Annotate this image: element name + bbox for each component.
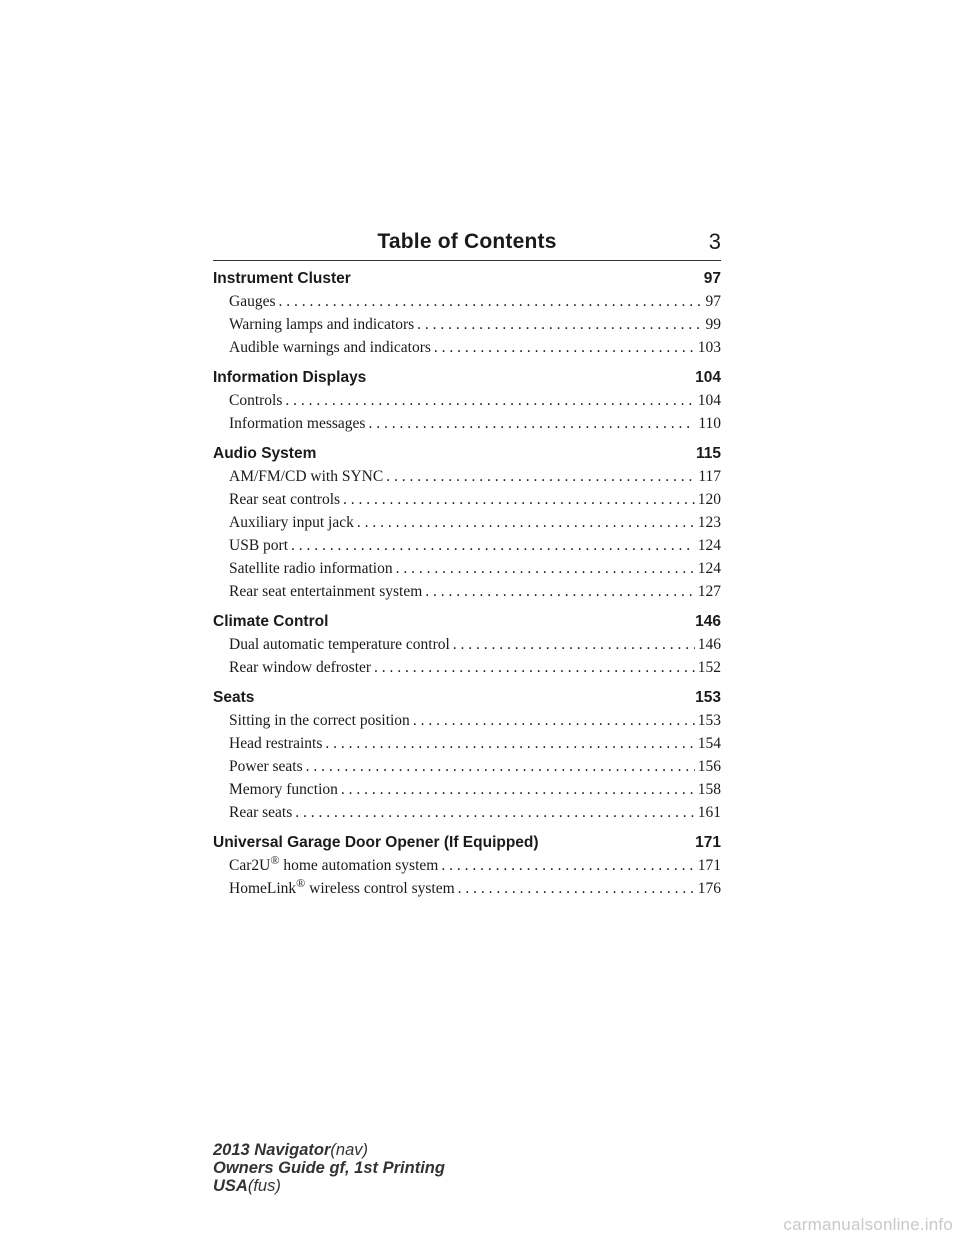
toc-section-page: 104 xyxy=(695,369,721,386)
toc-entry-label xyxy=(229,290,276,313)
toc-entry-page: 103 xyxy=(697,339,721,356)
toc-entry-page: 124 xyxy=(697,560,721,577)
toc-entry-label-suffix: home automation system xyxy=(283,857,439,874)
toc-entry-label-text: AM/FM/CD with SYNC xyxy=(229,468,384,485)
dot-leader xyxy=(413,709,695,732)
toc-entry-page: 124 xyxy=(697,537,721,554)
dot-leader xyxy=(285,389,694,412)
toc-entry-label xyxy=(229,313,414,336)
toc-entry[interactable] xyxy=(213,389,721,412)
toc-entry-label xyxy=(229,336,431,359)
toc-section-page: 171 xyxy=(695,834,721,851)
toc-entry-label xyxy=(229,511,354,534)
toc-entry-label xyxy=(229,557,393,580)
toc-entry-label-text: Audible warnings and indicators xyxy=(229,339,431,356)
toc-entry-label xyxy=(229,580,422,603)
toc-section-page: 153 xyxy=(695,689,721,706)
dot-leader xyxy=(295,801,694,824)
toc-entry-page: 120 xyxy=(697,491,721,508)
toc-entry[interactable] xyxy=(213,336,721,359)
dot-leader xyxy=(374,656,695,679)
toc-entry[interactable] xyxy=(213,801,721,824)
toc-entry-label xyxy=(229,755,303,778)
dot-leader xyxy=(458,877,695,900)
toc-entry-page: 152 xyxy=(697,659,721,676)
toc-entry-label-text: Car2U xyxy=(229,857,271,874)
page-title: Table of Contents xyxy=(377,230,557,253)
toc-entry[interactable] xyxy=(213,511,721,534)
footer-line-market xyxy=(213,1177,445,1195)
dot-leader xyxy=(343,488,695,511)
toc-entry[interactable] xyxy=(213,755,721,778)
toc-entry-page: 156 xyxy=(697,758,721,775)
toc-section-heading[interactable] xyxy=(213,442,721,465)
toc-section xyxy=(213,442,721,603)
toc-entry-label-text: Warning lamps and indicators xyxy=(229,316,415,333)
footer-line-model xyxy=(213,1141,445,1159)
toc-section-page: 115 xyxy=(695,445,721,462)
page-header xyxy=(213,228,721,261)
registered-mark: ® xyxy=(270,854,280,867)
toc-section-heading[interactable] xyxy=(213,686,721,709)
page-number: 3 xyxy=(708,229,721,254)
toc-entry[interactable] xyxy=(213,465,721,488)
toc-entry-label-text: Auxiliary input jack xyxy=(229,514,354,531)
dot-leader xyxy=(279,290,703,313)
toc-section-title: Instrument Cluster xyxy=(213,270,351,287)
toc-entry-label-suffix: wireless control system xyxy=(309,880,455,897)
toc-entry-label xyxy=(229,656,371,679)
footer-market: USA xyxy=(213,1177,248,1195)
toc-section-title: Universal Garage Door Opener (If Equipped) xyxy=(213,834,539,851)
toc-section xyxy=(213,610,721,679)
dot-leader xyxy=(434,336,695,359)
toc-entry[interactable] xyxy=(213,656,721,679)
toc-section xyxy=(213,366,721,435)
dot-leader xyxy=(291,534,695,557)
toc-entry-label xyxy=(229,389,282,412)
toc-section-heading[interactable] xyxy=(213,267,721,290)
dot-leader xyxy=(368,412,695,435)
toc-entry-page: 99 xyxy=(705,316,721,333)
toc-entry[interactable] xyxy=(213,633,721,656)
toc-entry[interactable] xyxy=(213,732,721,755)
toc-entry-label-text: Rear seat controls xyxy=(229,491,341,508)
document-footer xyxy=(213,1141,445,1195)
toc-entry-label xyxy=(229,412,365,435)
registered-mark: ® xyxy=(296,877,306,890)
dot-leader xyxy=(325,732,694,755)
toc-entry-page: 97 xyxy=(705,293,721,310)
toc-entry-label-text: Dual automatic temperature control xyxy=(229,636,450,653)
table-of-contents xyxy=(213,267,721,907)
toc-entry-label-text: HomeLink xyxy=(229,880,297,897)
dot-leader xyxy=(417,313,702,336)
toc-entry-label-text: Rear seats xyxy=(229,804,293,821)
watermark: carmanualsonline.info xyxy=(783,1215,953,1234)
toc-entry-label xyxy=(229,732,322,755)
toc-entry-page: 110 xyxy=(698,415,721,432)
footer-market-code: (fus) xyxy=(247,1177,281,1195)
toc-entry-label xyxy=(229,534,288,557)
toc-section xyxy=(213,686,721,824)
toc-entry-page: 123 xyxy=(697,514,721,531)
toc-entry-label xyxy=(229,877,455,900)
toc-entry-page: 171 xyxy=(697,857,721,874)
toc-entry-label xyxy=(229,778,338,801)
toc-entry-label-text: Rear window defroster xyxy=(229,659,372,676)
toc-section-heading[interactable] xyxy=(213,366,721,389)
toc-entry-label-text: Controls xyxy=(229,392,283,409)
toc-entry[interactable] xyxy=(213,778,721,801)
toc-entry[interactable] xyxy=(213,709,721,732)
footer-line-guide xyxy=(213,1159,445,1177)
toc-section-title: Climate Control xyxy=(213,613,329,630)
toc-entry-label xyxy=(229,633,450,656)
toc-section-title: Information Displays xyxy=(213,369,367,386)
toc-entry-page: 158 xyxy=(697,781,721,798)
toc-entry-page: 161 xyxy=(697,804,721,821)
toc-section-page: 146 xyxy=(695,613,721,630)
toc-entry-label-text: Rear seat entertainment system xyxy=(229,583,423,600)
toc-entry-label-text: USB port xyxy=(229,537,288,554)
toc-entry-label-text: Head restraints xyxy=(229,735,323,752)
toc-entry[interactable] xyxy=(213,313,721,336)
dot-leader xyxy=(425,580,694,603)
toc-entry[interactable] xyxy=(213,412,721,435)
toc-entry-label xyxy=(229,801,292,824)
dot-leader xyxy=(396,557,695,580)
toc-entry-page: 154 xyxy=(697,735,721,752)
toc-section-heading[interactable] xyxy=(213,610,721,633)
toc-entry-page: 117 xyxy=(698,468,721,485)
toc-entry-label xyxy=(229,709,410,732)
toc-section-title: Audio System xyxy=(213,445,317,462)
toc-entry[interactable] xyxy=(213,488,721,511)
dot-leader xyxy=(386,465,695,488)
toc-entry[interactable] xyxy=(213,290,721,313)
dot-leader xyxy=(306,755,695,778)
toc-entry-label-text: Memory function xyxy=(229,781,338,798)
dot-leader xyxy=(357,511,695,534)
toc-entry-label-text: Power seats xyxy=(229,758,303,775)
dot-leader xyxy=(441,854,694,877)
footer-model-code: (nav) xyxy=(330,1141,368,1159)
toc-entry-label xyxy=(229,488,340,511)
toc-entry-page: 176 xyxy=(697,880,721,897)
toc-section xyxy=(213,831,721,900)
toc-entry[interactable] xyxy=(213,534,721,557)
toc-entry-label-text: Information messages xyxy=(229,415,366,432)
toc-entry[interactable] xyxy=(213,854,721,877)
toc-entry-label xyxy=(229,854,438,877)
toc-section-title: Seats xyxy=(213,689,255,706)
toc-entry-label-text: Gauges xyxy=(229,293,276,310)
toc-entry-label xyxy=(229,465,383,488)
dot-leader xyxy=(453,633,695,656)
toc-entry-label-text: Satellite radio information xyxy=(229,560,393,577)
toc-section-heading[interactable] xyxy=(213,831,721,854)
toc-entry[interactable] xyxy=(213,557,721,580)
dot-leader xyxy=(341,778,695,801)
toc-entry-page: 127 xyxy=(697,583,721,600)
footer-guide: Owners Guide gf, 1st Printing xyxy=(213,1159,445,1177)
toc-entry-page: 153 xyxy=(697,712,721,729)
toc-entry[interactable] xyxy=(213,580,721,603)
toc-entry-page: 146 xyxy=(697,636,721,653)
toc-section xyxy=(213,267,721,359)
toc-entry-label-text: Sitting in the correct position xyxy=(229,712,410,729)
toc-section-page: 97 xyxy=(703,270,721,287)
toc-entry-page: 104 xyxy=(697,392,721,409)
toc-entry[interactable] xyxy=(213,877,721,900)
footer-model: 2013 Navigator xyxy=(213,1141,331,1159)
